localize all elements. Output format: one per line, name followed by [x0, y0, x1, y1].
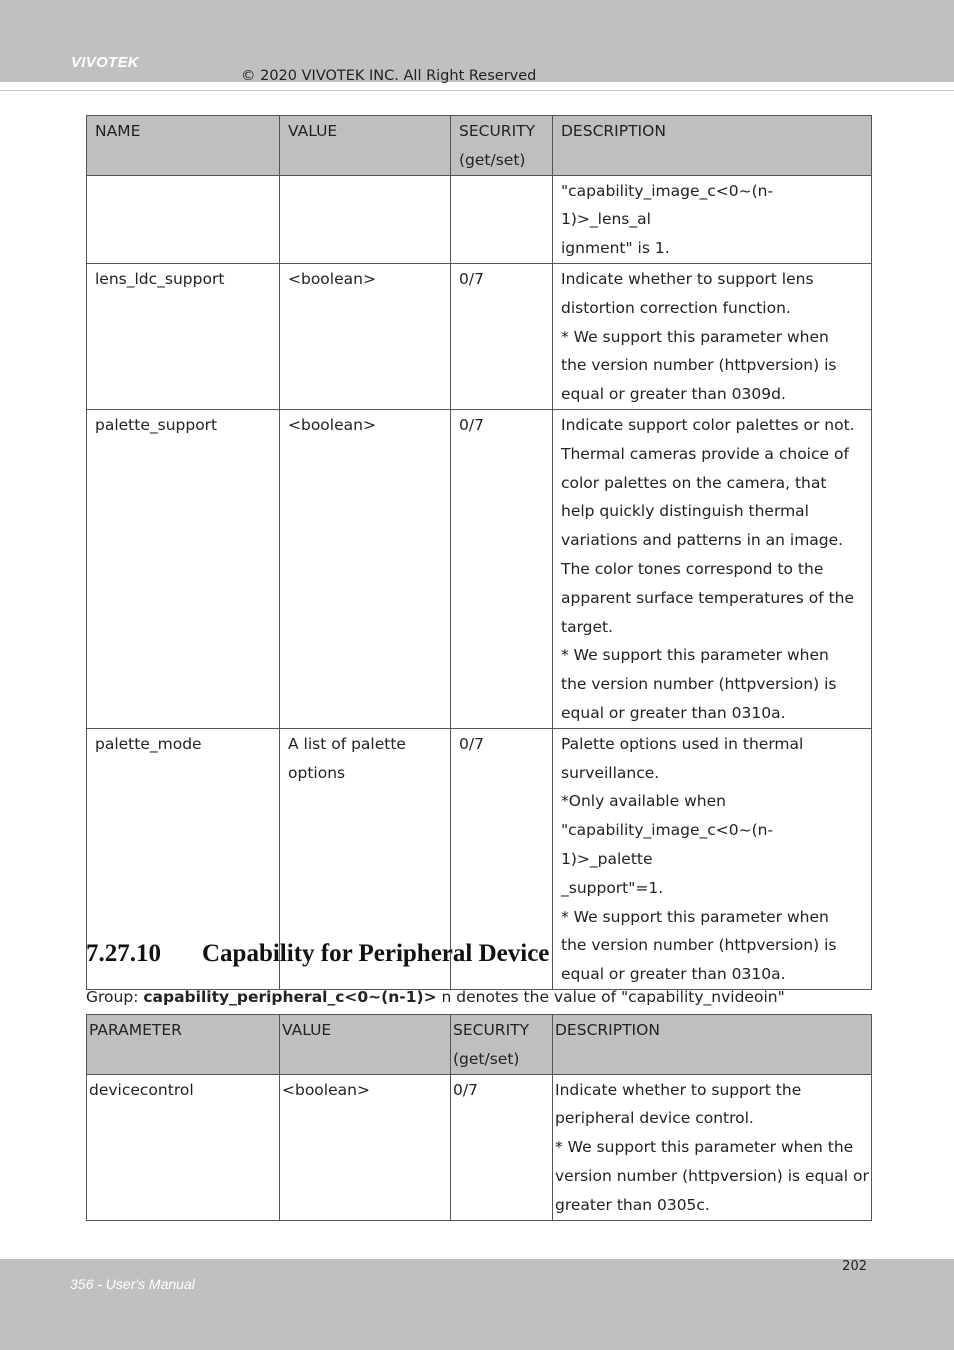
copyright-text: © 2020 VIVOTEK INC. All Right Reserved [241, 68, 537, 84]
section-title: Capability for Peripheral Device [202, 940, 550, 967]
column-header-value: VALUE [280, 1015, 451, 1075]
param-security: 0/7 [451, 263, 553, 409]
column-header-value: VALUE [280, 116, 451, 176]
param-name: palette_mode [87, 728, 280, 989]
description-line: target. [561, 617, 614, 636]
peripheral-parameter-table [86, 1014, 872, 1221]
column-header-description: DESCRIPTION [553, 1015, 872, 1075]
table-row [87, 175, 872, 263]
param-value: <boolean> [280, 263, 451, 409]
param-name: devicecontrol [87, 1074, 280, 1220]
description-line: ignment" is 1. [561, 239, 670, 258]
column-header-description: DESCRIPTION [553, 116, 872, 176]
table-row [87, 263, 872, 409]
table-header-row [87, 1015, 872, 1075]
page-number: 202 [842, 1259, 867, 1274]
description-line: * We support this parameter when [561, 646, 829, 665]
description-line: the version number (httpversion) is [561, 936, 837, 955]
column-header-name: NAME [87, 116, 280, 176]
description-line: the version number (httpversion) is [561, 356, 837, 375]
param-value: <boolean> [280, 1074, 451, 1220]
section-heading [86, 940, 549, 968]
param-security: 0/7 [451, 1074, 553, 1220]
footer-bar [0, 1259, 954, 1350]
description-line: variations and patterns in an image. [561, 531, 844, 550]
header-divider [0, 90, 954, 91]
description-line: Indicate whether to support the [555, 1080, 802, 1099]
description-line: * We support this parameter when [561, 907, 829, 926]
table-row [87, 409, 872, 728]
description-line: version number (httpversion) is equal or [555, 1166, 869, 1185]
param-value: <boolean> [280, 409, 451, 728]
param-name: lens_ldc_support [87, 263, 280, 409]
column-header-security: SECURITY (get/set) [451, 116, 553, 176]
brand-logo: VIVOTEK [71, 54, 139, 71]
description-line: equal or greater than 0309d. [561, 385, 786, 404]
parameter-table [86, 115, 872, 990]
description-line: "capability_image_c<0~(n-1)>_palette [561, 821, 774, 868]
description-line: Thermal cameras provide a choice of [561, 444, 849, 463]
description-line: greater than 0305c. [555, 1195, 710, 1214]
description-line: Indicate support color palettes or not. [561, 415, 855, 434]
description-line: equal or greater than 0310a. [561, 703, 786, 722]
description-line: The color tones correspond to the [561, 559, 824, 578]
description-line: * We support this parameter when [561, 327, 829, 346]
param-name: palette_support [87, 409, 280, 728]
param-description [553, 175, 872, 263]
param-value: A list of palette options [280, 728, 451, 989]
param-security [451, 175, 553, 263]
description-line: peripheral device control. [555, 1109, 754, 1128]
description-line: "capability_image_c<0~(n-1)>_lens_al [561, 181, 774, 229]
description-line: the version number (httpversion) is [561, 675, 837, 694]
description-line: Indicate whether to support lens [561, 269, 814, 288]
table-header-row [87, 116, 872, 176]
param-description [553, 409, 872, 728]
param-value [280, 175, 451, 263]
description-line: color palettes on the camera, that [561, 473, 827, 492]
description-line: surveillance. [561, 763, 660, 782]
group-suffix: n denotes the value of "capability_nvideoin" [436, 988, 785, 1006]
description-line: _support"=1. [561, 878, 664, 897]
group-description [86, 988, 785, 1006]
param-security: 0/7 [451, 409, 553, 728]
description-line: Palette options used in thermal [561, 734, 804, 753]
table-row [87, 1074, 872, 1220]
param-description [553, 728, 872, 989]
column-header-parameter: PARAMETER [87, 1015, 280, 1075]
description-line: apparent surface temperatures of the [561, 588, 855, 607]
manual-page-label: 356 - User's Manual [70, 1276, 195, 1292]
param-description [553, 1074, 872, 1220]
group-name: capability_peripheral_c<0~(n-1)> [143, 988, 437, 1006]
description-line: help quickly distinguish thermal [561, 502, 809, 521]
description-line: * We support this parameter when the [555, 1138, 854, 1157]
param-description [553, 263, 872, 409]
description-line: *Only available when [561, 792, 726, 811]
section-number: 7.27.10 [86, 940, 161, 967]
column-header-security: SECURITY (get/set) [451, 1015, 553, 1075]
param-security: 0/7 [451, 728, 553, 989]
group-prefix: Group: [86, 988, 144, 1006]
description-line: distortion correction function. [561, 298, 791, 317]
description-line: equal or greater than 0310a. [561, 965, 786, 984]
param-name [87, 175, 280, 263]
